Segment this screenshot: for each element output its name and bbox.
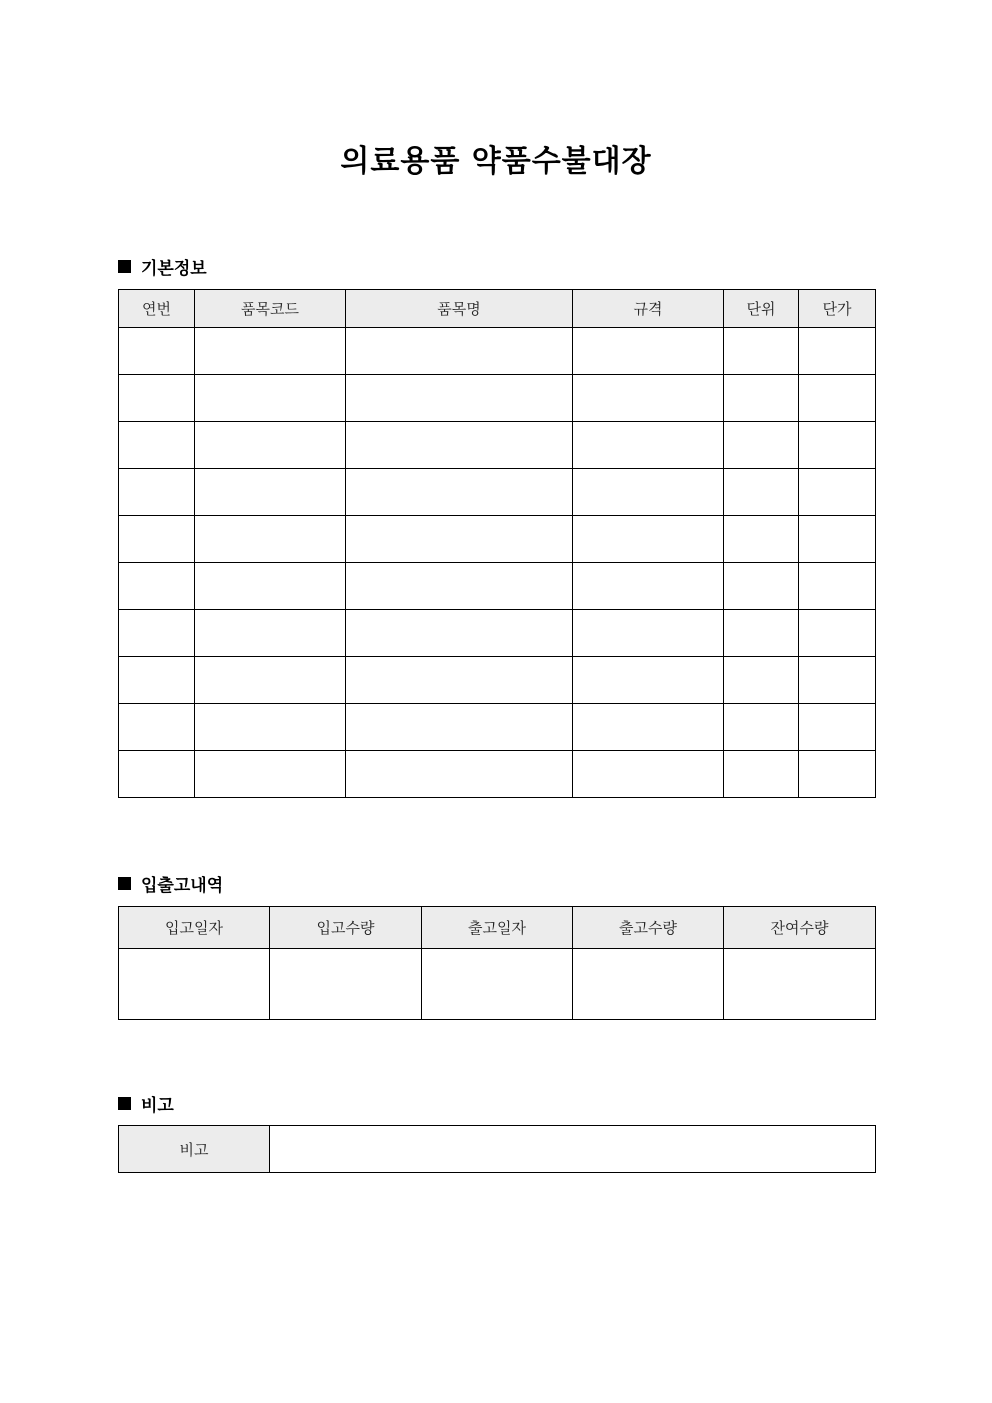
- cell-spec[interactable]: [573, 563, 724, 610]
- cell-unit[interactable]: [724, 469, 799, 516]
- table-row: [119, 328, 876, 375]
- section-heading-label: 기본정보: [141, 259, 207, 279]
- section-heading-remarks: [118, 1091, 174, 1116]
- cell-unit-price[interactable]: [799, 375, 876, 422]
- column-header: 연번: [119, 290, 195, 328]
- column-header: 출고일자: [422, 907, 573, 949]
- cell-unit[interactable]: [724, 375, 799, 422]
- column-header: 품목코드: [195, 290, 346, 328]
- cell-unit-price[interactable]: [799, 704, 876, 751]
- cell-unit-price[interactable]: [799, 422, 876, 469]
- cell-out-date[interactable]: [422, 949, 573, 1020]
- column-header: 품목명: [346, 290, 573, 328]
- cell-unit-price[interactable]: [799, 657, 876, 704]
- remarks-table: [118, 1125, 876, 1173]
- column-header: 단위: [724, 290, 799, 328]
- table-row: [119, 563, 876, 610]
- column-header: 입고일자: [119, 907, 270, 949]
- cell-spec[interactable]: [573, 328, 724, 375]
- cell-serial[interactable]: [119, 375, 195, 422]
- cell-in-qty[interactable]: [270, 949, 422, 1020]
- cell-item-code[interactable]: [195, 422, 346, 469]
- cell-item-name[interactable]: [346, 657, 573, 704]
- cell-serial[interactable]: [119, 704, 195, 751]
- column-header: 입고수량: [270, 907, 422, 949]
- cell-unit-price[interactable]: [799, 563, 876, 610]
- table-row: [119, 469, 876, 516]
- section-heading-basic: [118, 254, 207, 279]
- column-header: 규격: [573, 290, 724, 328]
- cell-item-name[interactable]: [346, 328, 573, 375]
- cell-unit[interactable]: [724, 751, 799, 798]
- table-row: [119, 657, 876, 704]
- cell-serial[interactable]: [119, 422, 195, 469]
- cell-item-code[interactable]: [195, 328, 346, 375]
- table-row: [119, 751, 876, 798]
- cell-item-code[interactable]: [195, 657, 346, 704]
- cell-spec[interactable]: [573, 516, 724, 563]
- cell-spec[interactable]: [573, 375, 724, 422]
- table-header-row: [119, 290, 876, 328]
- remarks-value[interactable]: [270, 1126, 876, 1173]
- cell-item-name[interactable]: [346, 469, 573, 516]
- cell-item-name[interactable]: [346, 563, 573, 610]
- cell-serial[interactable]: [119, 469, 195, 516]
- table-row: [119, 375, 876, 422]
- cell-unit-price[interactable]: [799, 751, 876, 798]
- cell-unit-price[interactable]: [799, 610, 876, 657]
- cell-item-code[interactable]: [195, 751, 346, 798]
- cell-serial[interactable]: [119, 328, 195, 375]
- cell-item-name[interactable]: [346, 610, 573, 657]
- cell-spec[interactable]: [573, 751, 724, 798]
- table-row: [119, 704, 876, 751]
- cell-unit[interactable]: [724, 328, 799, 375]
- basic-info-table: [118, 289, 876, 798]
- cell-unit[interactable]: [724, 563, 799, 610]
- column-header: 단가: [799, 290, 876, 328]
- cell-unit[interactable]: [724, 610, 799, 657]
- cell-unit[interactable]: [724, 657, 799, 704]
- table-row: [119, 1126, 876, 1173]
- cell-serial[interactable]: [119, 563, 195, 610]
- cell-spec[interactable]: [573, 610, 724, 657]
- cell-unit[interactable]: [724, 704, 799, 751]
- cell-item-code[interactable]: [195, 610, 346, 657]
- cell-item-name[interactable]: [346, 375, 573, 422]
- table-row: [119, 422, 876, 469]
- cell-serial[interactable]: [119, 751, 195, 798]
- square-bullet-icon: [118, 877, 131, 890]
- document-title: 의료용품 약품수불대장: [340, 144, 652, 179]
- section-heading-label: 입출고내역: [141, 876, 224, 896]
- cell-unit[interactable]: [724, 516, 799, 563]
- table-row: [119, 610, 876, 657]
- section-heading-transactions: [118, 871, 223, 896]
- cell-remaining-qty[interactable]: [724, 949, 876, 1020]
- transactions-table: [118, 906, 876, 1020]
- cell-item-code[interactable]: [195, 469, 346, 516]
- square-bullet-icon: [118, 1097, 131, 1110]
- cell-item-name[interactable]: [346, 516, 573, 563]
- cell-in-date[interactable]: [119, 949, 270, 1020]
- cell-unit-price[interactable]: [799, 328, 876, 375]
- cell-serial[interactable]: [119, 657, 195, 704]
- cell-unit-price[interactable]: [799, 516, 876, 563]
- cell-item-code[interactable]: [195, 563, 346, 610]
- cell-spec[interactable]: [573, 422, 724, 469]
- column-header: 잔여수량: [724, 907, 876, 949]
- cell-item-code[interactable]: [195, 704, 346, 751]
- remarks-label: 비고: [119, 1126, 270, 1173]
- cell-spec[interactable]: [573, 657, 724, 704]
- cell-out-qty[interactable]: [573, 949, 724, 1020]
- table-row: [119, 516, 876, 563]
- cell-item-code[interactable]: [195, 516, 346, 563]
- section-heading-label: 비고: [141, 1096, 174, 1116]
- cell-spec[interactable]: [573, 704, 724, 751]
- cell-item-name[interactable]: [346, 751, 573, 798]
- cell-item-name[interactable]: [346, 704, 573, 751]
- cell-unit[interactable]: [724, 422, 799, 469]
- table-header-row: [119, 907, 876, 949]
- cell-spec[interactable]: [573, 469, 724, 516]
- cell-item-name[interactable]: [346, 422, 573, 469]
- cell-serial[interactable]: [119, 610, 195, 657]
- table-row: [119, 949, 876, 1020]
- cell-unit-price[interactable]: [799, 469, 876, 516]
- square-bullet-icon: [118, 260, 131, 273]
- cell-item-code[interactable]: [195, 375, 346, 422]
- cell-serial[interactable]: [119, 516, 195, 563]
- column-header: 출고수량: [573, 907, 724, 949]
